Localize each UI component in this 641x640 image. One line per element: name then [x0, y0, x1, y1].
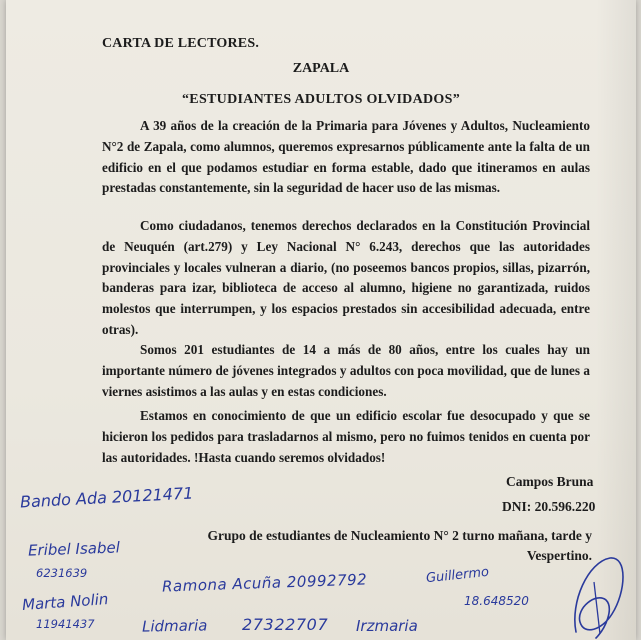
letter-title: “ESTUDIANTES ADULTOS OLVIDADOS”	[182, 92, 460, 107]
handwritten-id-5: 11941437	[36, 617, 95, 631]
group-line: Grupo de estudiantes de Nucleamiento N° 2 turno mañana, tarde y Vespertino.	[207, 528, 592, 563]
handwritten-signature-6: Lidmaria	[141, 616, 208, 636]
handwritten-signature-4: Guillermo	[425, 564, 490, 587]
signer-dni: DNI: 20.596.220	[502, 499, 596, 514]
handwritten-signature-7: Irzmaria	[356, 617, 418, 635]
handwritten-signature-2: Eribel Isabel	[27, 538, 121, 560]
handwritten-signature-1: Bando Ada 20121471	[19, 483, 194, 512]
section-heading: CARTA DE LECTORES.	[102, 36, 260, 51]
handwritten-id-6: 27322707	[242, 615, 329, 634]
paragraph-2: Como ciudadanos, tenemos derechos declarados en la Constitución Provincial de Neuquén (art.279) y Ley Nacional N° 6.243, derechos que las autoridades provinciales y locales vulneran a diario, (no poseemos bancos propios, sillas, pizarrón, banderas para izar, biblioteca de acceso al alumno, higiene no garantizada, ruidos molestos que interrumpen, y los espacios prestados sin accesibilidad adecuada, entre otras).	[102, 218, 590, 337]
paragraph-1: A 39 años de la creación de la Primaria para Jóvenes y Adultos, Nucleamiento N°2 de Zapala, como alumnos, queremos expresarnos públicamente ante la falta de un edificio en el que podamos estudiar en forma estable, dado que itineramos en aulas prestadas constantemente, sin la seguridad de hacer uso de las mismas.	[102, 118, 590, 196]
handwritten-signature-3: Ramona Acuña 20992792	[161, 570, 368, 596]
letter-sheet	[6, 0, 636, 640]
paragraph-3: Somos 201 estudiantes de 14 a más de 80 años, entre los cuales hay un importante número de jóvenes integrados y adultos con poca movilidad, que de lunes a viernes asistimos a las aulas y en estas condiciones.	[102, 342, 590, 399]
paragraph-4: Estamos en conocimiento de que un edificio escolar fue desocupado y que se hicieron los pedidos para trasladarnos al mismo, pero no fuimos tenidos en cuenta por las autoridades. !Hasta cuando seremos olvidados!	[102, 408, 590, 465]
handwritten-signature-5: Marta Nolin	[21, 590, 109, 614]
signer-name: Campos Bruna	[506, 474, 594, 489]
handwritten-id-4: 18.648520	[464, 594, 529, 608]
place-heading: ZAPALA	[292, 61, 350, 76]
handwritten-id-2: 6231639	[36, 566, 88, 580]
signature-scribble	[566, 552, 632, 640]
